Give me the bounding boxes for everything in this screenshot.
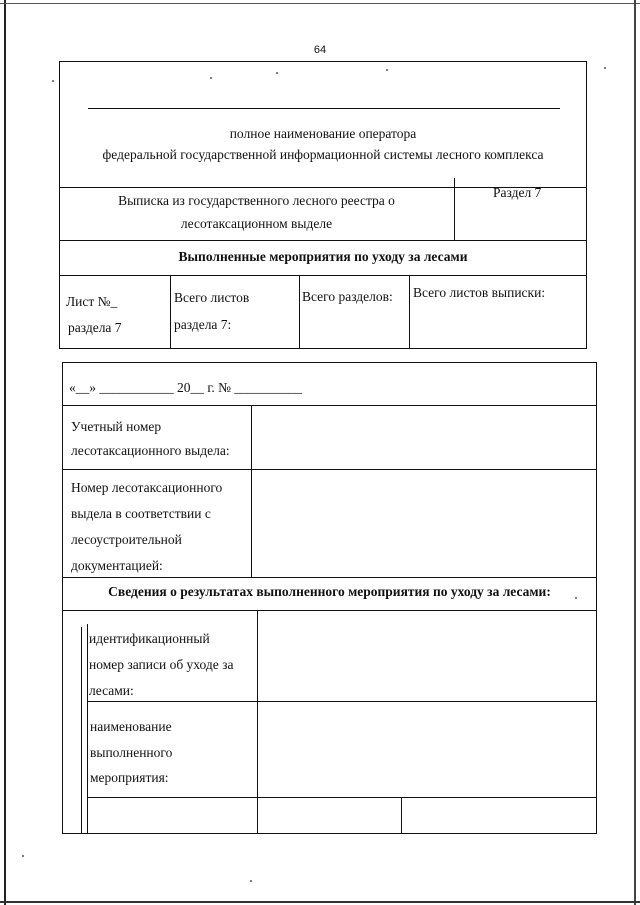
scan-speck [22, 855, 24, 857]
divider-account [62, 469, 597, 470]
divider-sheet-2 [299, 275, 300, 349]
divider-sheet-3 [409, 275, 410, 349]
section-label: Раздел 7 [493, 185, 542, 200]
divider-date [62, 405, 597, 406]
record-date-number-line: «__» ___________ 20__ г. № __________ [69, 380, 302, 395]
subtable-inner-edge [87, 624, 88, 834]
scan-edge-right [634, 0, 636, 905]
extract-title-line2: лесотаксационном выделе [180, 216, 333, 231]
scan-speck [575, 597, 577, 599]
total-sections-label: Всего разделов: [302, 289, 393, 304]
bottom-row-divider [401, 797, 402, 834]
activity-name-line2: выполненного [90, 745, 173, 760]
subtable-label-divider [257, 610, 258, 834]
activity-name-line3: мероприятия: [90, 770, 169, 785]
section-heading: Выполненные мероприятия по уходу за лесами [178, 249, 468, 264]
scan-speck [386, 69, 388, 71]
sheet-no-line1: Лист №_ [66, 294, 118, 309]
total-sheets-line2: раздела 7: [174, 317, 232, 332]
scan-edge-bottom [0, 901, 640, 903]
care-id-line2: номер записи об уходе за [89, 657, 234, 672]
scan-edge-left [4, 0, 6, 905]
divider-plot [62, 577, 597, 578]
account-number-line2: лесотаксационного выдела: [71, 443, 230, 458]
scan-speck [276, 72, 278, 74]
subtable-left-edge [81, 627, 82, 834]
scan-speck [604, 67, 606, 69]
plot-number-line4: документацией: [71, 558, 163, 573]
care-id-line3: лесами: [89, 683, 134, 698]
divider-results [62, 610, 597, 611]
activity-name-line1: наименование [90, 719, 172, 734]
extract-title-line1: Выписка из государственного лесного реестра о [118, 193, 395, 208]
page-number: 64 [313, 44, 327, 56]
total-extract-sheets-label: Всего листов выписки: [413, 285, 546, 300]
scan-speck [210, 77, 212, 79]
operator-name-blank-line [88, 108, 560, 109]
total-sheets-line1: Всего листов [174, 290, 250, 305]
scan-edge-top [0, 3, 640, 4]
operator-caption-line2: федеральной государственной информационной системы лесного комплекса [102, 147, 544, 162]
divider-care-id [87, 701, 597, 702]
divider-section [454, 178, 455, 240]
operator-caption-line1: полное наименование оператора [229, 126, 417, 141]
divider-sheet-1 [170, 275, 171, 349]
divider-extract [59, 240, 587, 241]
results-heading: Сведения о результатах выполненного мероприятия по уходу за лесами: [108, 584, 551, 599]
account-number-line1: Учетный номер [71, 419, 162, 434]
scan-speck [250, 880, 252, 882]
divider-activity [87, 797, 597, 798]
sheet-no-line2: раздела 7 [68, 320, 122, 335]
care-id-line1: идентификационный [89, 631, 210, 646]
divider-label-column [251, 405, 252, 577]
plot-number-line3: лесоустроительной [71, 532, 182, 547]
divider-heading [59, 275, 587, 276]
plot-number-line1: Номер лесотаксационного [71, 480, 223, 495]
plot-number-line2: выдела в соответствии с [71, 506, 211, 521]
scan-speck [52, 80, 54, 82]
